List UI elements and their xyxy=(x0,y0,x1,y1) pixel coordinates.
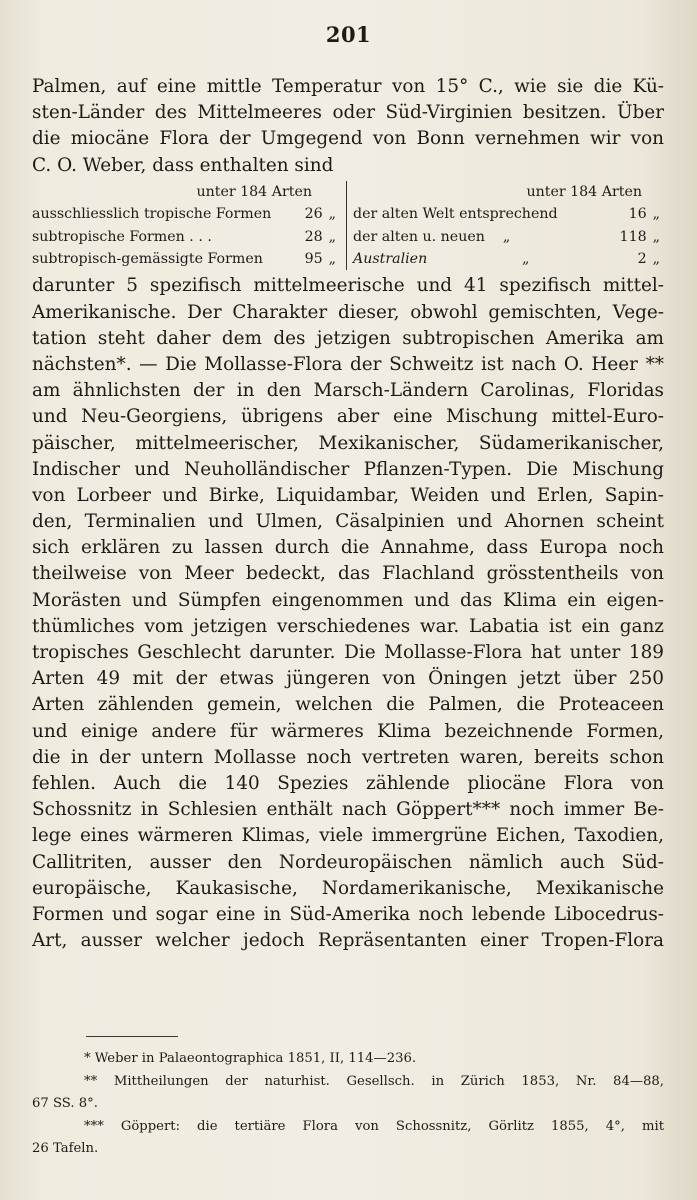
table-row xyxy=(32,226,336,248)
footnote-1: * Weber in Palaeontographica 1851, II, 114—236. xyxy=(84,1051,417,1066)
footnote-2-continued: 67 SS. 8°. xyxy=(32,1096,98,1112)
text-line-18: thümliches vom jetzigen verschiedenes war. Labatia ist ein ganz xyxy=(32,615,664,637)
text-line-19: tropisches Geschlecht darunter. Die Mollasse-Flora hat unter 189 xyxy=(32,642,664,663)
row-label: ausschliesslich tropische Formen xyxy=(32,206,272,223)
text-line-23: die in der untern Mollasse noch vertreten waren, bereits schon xyxy=(32,746,664,768)
text-line-6: Amerikanische. Der Charakter dieser, obwohl gemischten, Vege- xyxy=(32,301,664,323)
footnote-3-continued: 26 Tafeln. xyxy=(32,1141,99,1157)
ditto-mark: „ xyxy=(652,206,660,223)
table-row xyxy=(32,203,336,225)
row-label: der alten u. neuen xyxy=(353,228,485,245)
text-line-22: und einige andere für wärmeres Klima bezeichnende Formen, xyxy=(32,720,664,742)
ditto-mark: „ xyxy=(328,228,336,245)
species-table xyxy=(32,181,664,271)
text-line-21: Arten zählenden gemein, welchen die Palmen, die Proteaceen xyxy=(32,694,664,716)
ditto-mark: „ xyxy=(328,250,336,267)
text-line-7: tation steht daher dem des jetzigen subtropischen Amerika am xyxy=(32,327,664,349)
text-line-28: europäische, Kaukasische, Nordamerikanische, Mexikanische xyxy=(32,877,664,899)
footnote-rule xyxy=(86,1036,178,1037)
text-line-8: nächsten*. — Die Mollasse-Flora der Schweitz ist nach O. Heer ** xyxy=(32,353,664,375)
footnotes xyxy=(32,1048,664,1161)
page-number: 201 xyxy=(325,22,372,47)
table-left-header: unter 184 Arten xyxy=(196,183,312,200)
text-line-5: darunter 5 spezifisch mittelmeerische und 41 spezifisch mittel- xyxy=(32,275,664,297)
ditto-mark: „ xyxy=(652,228,660,245)
table-right-header: unter 184 Arten xyxy=(526,183,642,200)
footnote-3: *** Göppert: die tertiäre Flora von Schossnitz, Görlitz 1855, 4°, mit xyxy=(84,1118,664,1134)
row-value: 2 xyxy=(637,250,647,267)
text-line-1: Palmen, auf eine mittle Temperatur von 15° C., wie sie die Kü- xyxy=(32,76,664,97)
text-line-11: päischer, mittelmeerischer, Mexikanischer, Südamerikanischer, xyxy=(32,432,664,454)
row-value: 16 xyxy=(628,206,647,223)
text-line-15: sich erklären zu lassen durch die Annahme, dass Europa noch xyxy=(32,537,664,559)
footnote-2: ** Mittheilungen der naturhist. Gesellsch. in Zürich 1853, Nr. 84—88, xyxy=(84,1073,664,1089)
text-line-4: C. O. Weber, dass enthalten sind xyxy=(32,154,334,176)
text-line-27: Callitriten, ausser den Nordeuropäischen nämlich auch Süd- xyxy=(32,851,664,873)
text-line-9: am ähnlichsten der in den Marsch-Ländern Carolinas, Floridas xyxy=(32,380,664,402)
row-label: subtropisch-gemässigte Formen xyxy=(32,250,263,267)
table-row xyxy=(353,248,662,270)
text-line-13: von Lorbeer und Birke, Liquidambar, Weiden und Erlen, Sapin- xyxy=(32,484,664,506)
table-row xyxy=(353,203,662,225)
row-value: 118 xyxy=(619,228,647,245)
table-left-column xyxy=(32,181,347,271)
table-row xyxy=(353,226,662,248)
ditto-mark: „ xyxy=(502,228,511,245)
text-line-3: die miocäne Flora der Umgegend von Bonn vernehmen wir von xyxy=(32,128,664,150)
row-label: subtropische Formen . . . xyxy=(32,228,212,245)
ditto-mark: „ xyxy=(521,250,530,267)
row-label: Australien xyxy=(353,250,428,267)
text-line-14: den, Terminalien und Ulmen, Cäsalpinien und Ahornen scheint xyxy=(32,511,664,533)
text-line-30: Art, ausser welcher jedoch Repräsentanten einer Tropen-Flora xyxy=(32,930,664,952)
row-value: 26 xyxy=(304,206,323,223)
text-line-17: Morästen und Sümpfen eingenommen und das Klima ein eigen- xyxy=(32,589,664,611)
text-line-20: Arten 49 mit der etwas jüngeren von Öningen jetzt über 250 xyxy=(32,668,664,690)
table-row xyxy=(32,248,336,270)
ditto-mark: „ xyxy=(652,250,660,267)
text-line-29: Formen und sogar eine in Süd-Amerika noch lebende Libocedrus- xyxy=(32,903,664,925)
text-line-24: fehlen. Auch die 140 Spezies zählende pliocäne Flora von xyxy=(32,772,664,794)
text-line-12: Indischer und Neuholländischer Pflanzen-Typen. Die Mischung xyxy=(32,458,664,480)
text-line-10: und Neu-Georgiens, übrigens aber eine Mischung mittel-Euro- xyxy=(32,406,664,428)
text-line-2: sten-Länder des Mittelmeeres oder Süd-Virginien besitzen. Über xyxy=(32,102,664,124)
row-value: 28 xyxy=(304,228,323,245)
body-text xyxy=(32,74,664,954)
row-label: der alten Welt entsprechend xyxy=(353,206,558,223)
text-line-16: theilweise von Meer bedeckt, das Flachland grösstentheils von xyxy=(32,563,664,585)
row-value: 95 xyxy=(304,250,323,267)
table-right-column xyxy=(347,181,662,271)
ditto-mark: „ xyxy=(328,206,336,223)
text-line-25: Schossnitz in Schlesien enthält nach Göppert*** noch immer Be- xyxy=(32,799,664,821)
text-line-26: lege eines wärmeren Klimas, viele immergrüne Eichen, Taxodien, xyxy=(32,825,664,847)
